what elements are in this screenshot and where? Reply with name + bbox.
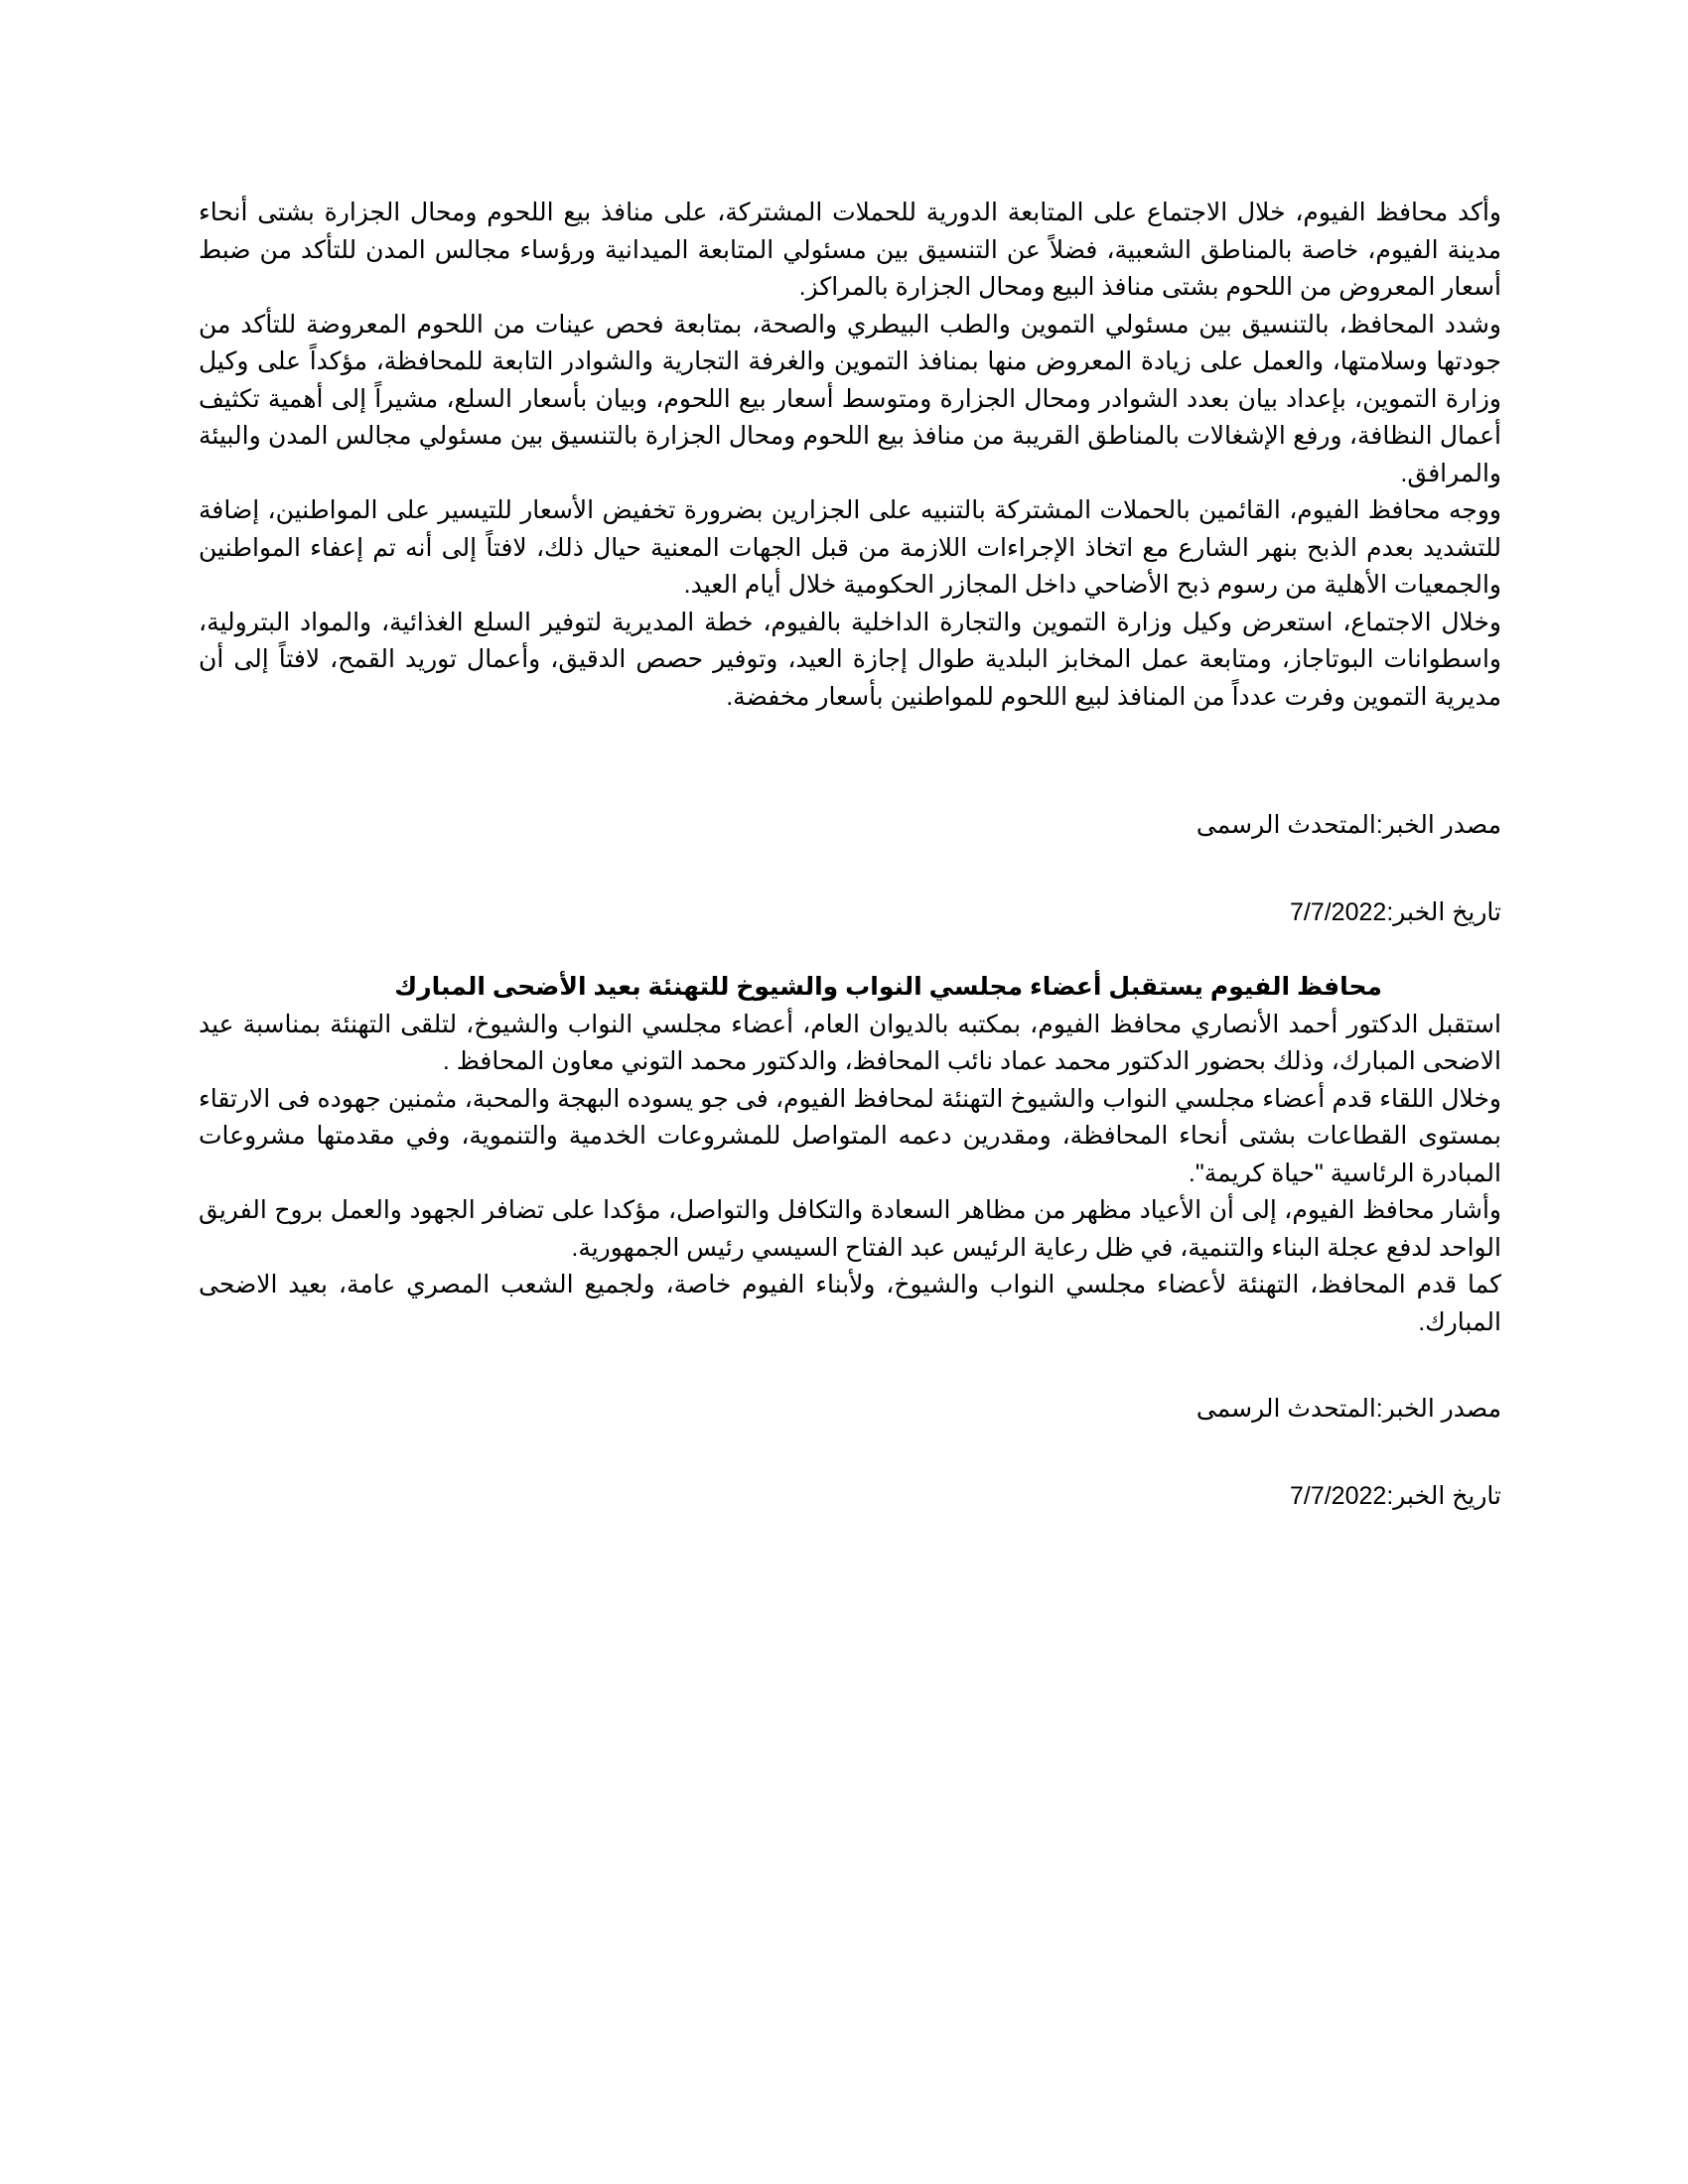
article-2-title: محافظ الفيوم يستقبل أعضاء مجلسي النواب والشيوخ للتهنئة بعيد الأضحى المبارك [394, 973, 1382, 1001]
article-2-paragraph-3: وأشار محافظ الفيوم، إلى أن الأعياد مظهر من مظاهر السعادة والتكافل والتواصل، مؤكدا على تضافر الجهود والعمل بروح الفريق الواحد لدفع عجلة البناء والتنمية، في ظل رعاية الرئيس عبد الفتاح السيسي رئيس الجمهورية. [199, 1196, 1501, 1262]
article-2-paragraph-4: كما قدم المحافظ، التهنئة لأعضاء مجلسي النواب والشيوخ، ولأبناء الفيوم خاصة، ولجميع الشعب المصري عامة، بعيد الاضحى المبارك. [199, 1271, 1501, 1336]
article-1 [199, 195, 1501, 931]
source-value: المتحدث الرسمى [1196, 811, 1376, 839]
article-1-paragraph-2: وشدد المحافظ، بالتنسيق بين مسئولي التموين والطب البيطري والصحة، بمتابعة فحص عينات من اللحوم المعروضة للتأكد من جودتها وسلامتها، والعمل على زيادة المعروض منها بمنافذ التموين والغرفة التجارية والشوادر التابعة للمحافظة، مؤكداً على وكيل وزارة التموين، بإعداد بيان بعدد الشوادر ومحال الجزارة ومتوسط أسعار بيع اللحوم، وبيان بأسعار السلع، مشيراً إلى أهمية تكثيف أعمال النظافة، ورفع الإشغالات بالمناطق القريبة من منافذ بيع اللحوم ومحال الجزارة بالتنسيق بين مسئولي مجالس المدن والبيئة والمرافق. [199, 310, 1501, 487]
article-2-paragraph-2: وخلال اللقاء قدم أعضاء مجلسي النواب والشيوخ التهنئة لمحافظ الفيوم، فى جو يسوده البهجة والمحبة، مثمنين جهوده فى الارتقاء بمستوى القطاعات بشتى أنحاء المحافظة، ومقدرين دعمه المتواصل للمشروعات الخدمية والتنموية، وفي مقدمتها مشروعات المبادرة الرئاسية "حياة كريمة". [199, 1084, 1501, 1187]
article-2-date [199, 1478, 1501, 1516]
date-label: تاريخ الخبر: [1386, 897, 1501, 926]
article-1-paragraph-3: ووجه محافظ الفيوم، القائمين بالحملات المشتركة بالتنبيه على الجزارين بضرورة تخفيض الأسعار للتيسير على المواطنين، إضافة للتشديد بعدم الذبح بنهر الشارع مع اتخاذ الإجراءات اللازمة من قبل الجهات المعنية حيال ذلك، لافتاً إلى أنه تم إعفاء المواطنين والجمعيات الأهلية من رسوم ذبح الأضاحي داخل المجازر الحكومية خلال أيام العيد. [199, 496, 1501, 599]
article-1-paragraph-4: وخلال الاجتماع، استعرض وكيل وزارة التموين والتجارة الداخلية بالفيوم، خطة المديرية لتوفير السلع الغذائية، والمواد البترولية، واسطوانات البوتاجاز، ومتابعة عمل المخابز البلدية طوال إجازة العيد، وتوفير حصص الدقيق، وأعمال توريد القمح، لافتاً إلى أن مديرية التموين وفرت عدداً من المنافذ لبيع اللحوم للمواطنين بأسعار مخفضة. [199, 608, 1501, 711]
date-value: 7/7/2022 [1289, 897, 1387, 926]
article-2-paragraph-1: استقبل الدكتور أحمد الأنصاري محافظ الفيوم، بمكتبه بالديوان العام، أعضاء مجلسي النواب والشيوخ، لتلقى التهنئة بمناسبة عيد الاضحى المبارك، وذلك بحضور الدكتور محمد عماد نائب المحافظ، والدكتور محمد التوني معاون المحافظ . [199, 1010, 1501, 1075]
article-1-date [199, 894, 1501, 932]
date-value: 7/7/2022 [1289, 1481, 1387, 1510]
document-page [199, 195, 1501, 1515]
source-label: مصدر الخبر: [1375, 811, 1501, 839]
source-value: المتحدث الرسمى [1196, 1395, 1376, 1423]
article-1-source [199, 807, 1501, 845]
article-2-source [199, 1391, 1501, 1429]
article-1-paragraph-1: وأكد محافظ الفيوم، خلال الاجتماع على المتابعة الدورية للحملات المشتركة، على منافذ بيع اللحوم ومحال الجزارة بشتى أنحاء مدينة الفيوم، خاصة بالمناطق الشعبية، فضلاً عن التنسيق بين مسئولي المتابعة الميدانية ورؤساء مجالس المدن للتأكد من ضبط أسعار المعروض من اللحوم بشتى منافذ البيع ومحال الجزارة بالمراكز. [199, 199, 1501, 301]
article-2 [199, 969, 1501, 1515]
source-label: مصدر الخبر: [1375, 1395, 1501, 1423]
date-label: تاريخ الخبر: [1386, 1481, 1501, 1510]
